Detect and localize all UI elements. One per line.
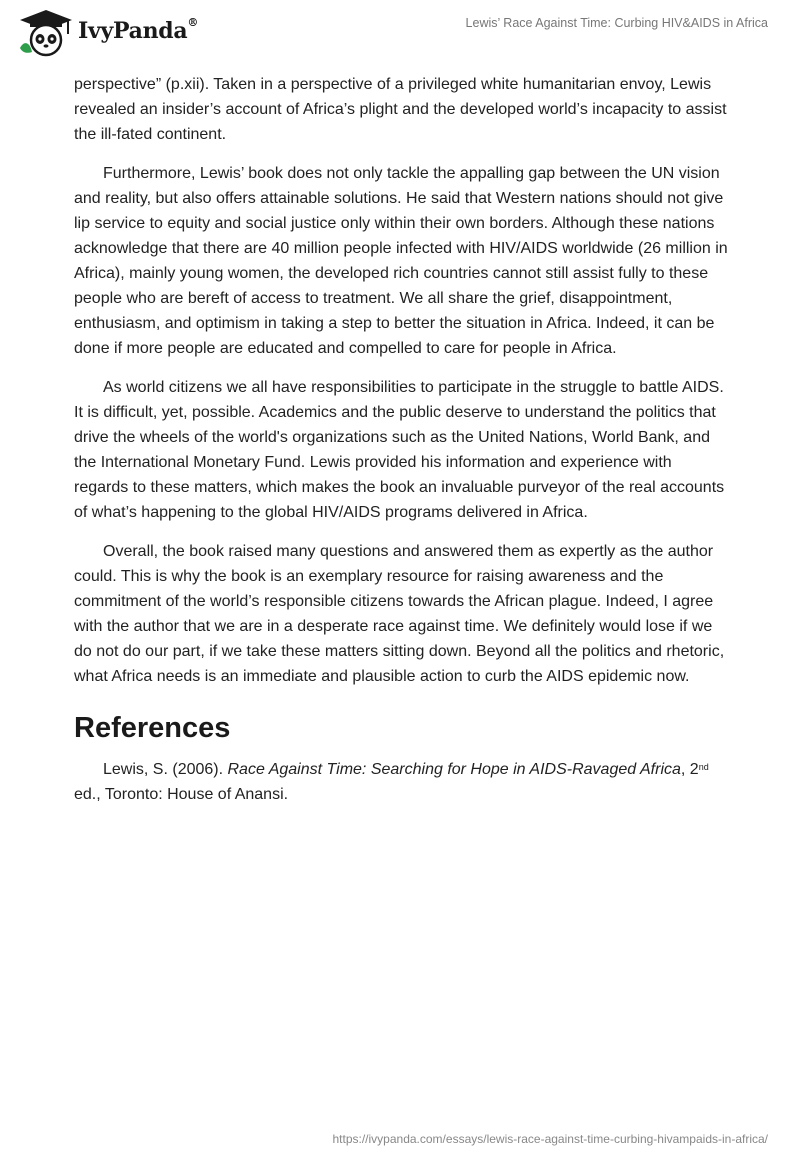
essay-content xyxy=(74,72,729,821)
paragraph-4: Overall, the book raised many questions and answered them as expertly as the author could. This is why the book is an exemplary resource for raising awareness and the commitment of the world’s responsible citizens towards the African plague. Indeed, I agree with the author that we are in a desperate race against time. We definitely would lose if we do not do our part, if we take these matters sitting down. Beyond all the politics and rhetoric, what Africa needs is an immediate and plausible action to curb the AIDS epidemic now. xyxy=(74,543,725,685)
reference-title: Race Against Time: Searching for Hope in AIDS-Ravaged Africa xyxy=(227,761,681,778)
panda-graduation-cap-icon[interactable] xyxy=(16,8,76,58)
document-title: Lewis’ Race Against Time: Curbing HIV&AIDS in Africa xyxy=(465,16,768,30)
paragraph-3: As world citizens we all have responsibilities to participate in the struggle to battle AIDS. It is difficult, yet, possible. Academics and the public deserve to understand the politics that drive the wheels of the world's organizations such as the United Nations, World Bank, and the International Monetary Fund. Lewis provided his information and experience with regards to these matters, which makes the book an invaluable purveyor of the real accounts of what’s happening to the global HIV/AIDS programs delivered in Africa. xyxy=(74,379,725,521)
brand-name[interactable]: IvyPanda® xyxy=(78,16,199,44)
references-heading: References xyxy=(74,712,231,744)
footer-url-link[interactable]: https://ivypanda.com/essays/lewis-race-against-time-curbing-hivampaids-in-africa/ xyxy=(332,1132,768,1146)
page-header xyxy=(0,0,800,70)
paragraph-2: Furthermore, Lewis’ book does not only tackle the appalling gap between the UN vision and reality, but also offers attainable solutions. He said that Western nations should not give lip service to equity and social justice only within their own borders. Although these nations acknowledge that there are 40 million people infected with HIV/AIDS worldwide (26 million in Africa), mainly young women, the developed rich countries cannot still assist fully to these people who are bereft of access to treatment. We all share the grief, disappointment, enthusiasm, and optimism in taking a step to better the situation in Africa. Indeed, it can be done if more people are educated and compelled to care for people in Africa. xyxy=(74,165,728,357)
reference-entry: Lewis, S. (2006). Race Against Time: Searching for Hope in AIDS-Ravaged Africa, 2nd ed., Toronto: House of Anansi. xyxy=(74,761,709,803)
paragraph-1: perspective” (p.xii). Taken in a perspective of a privileged white humanitarian envoy, Lewis revealed an insider’s account of Africa’s plight and the developed world’s incapacity to assist the ill-fated continent. xyxy=(74,76,727,143)
